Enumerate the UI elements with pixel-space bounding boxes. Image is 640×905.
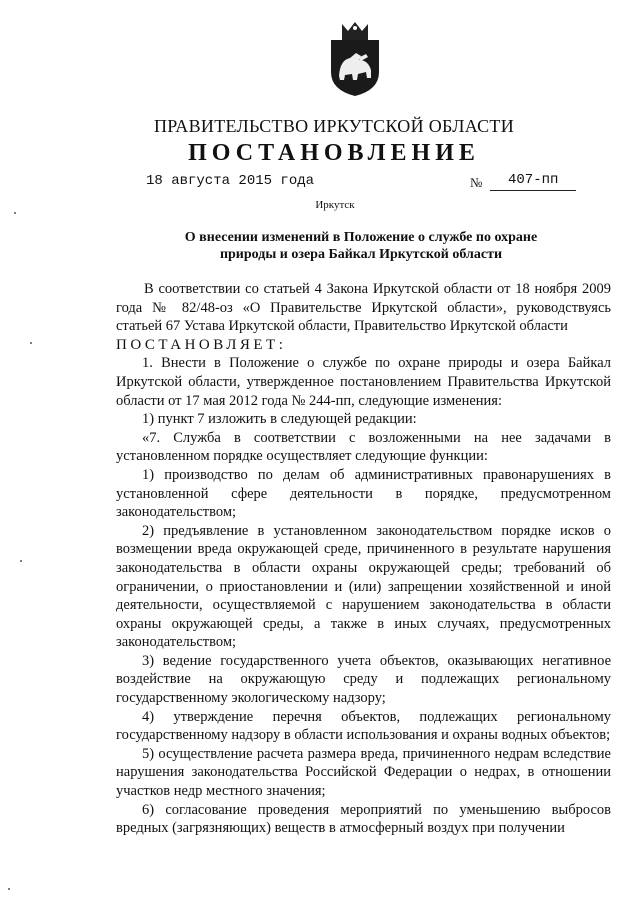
item-1-paragraph: 1. Внести в Положение о службе по охране природы и озера Байкал Иркутской области, утвержденное постановлением Правительства Иркутской области от 17 мая 2012 года № 244-пп, следующие изменения: <box>116 355 611 409</box>
scan-mark <box>30 342 32 344</box>
document-city: Иркутск <box>315 199 355 211</box>
function-1-paragraph: 1) производство по делам об административных правонарушениях в установленной сфере деятельности в порядке, предусмотренном законодательством; <box>116 466 611 521</box>
coat-of-arms-icon <box>328 20 382 98</box>
scan-mark <box>8 888 10 890</box>
document-body <box>116 280 611 838</box>
function-6-paragraph: 6) согласование проведения мероприятий по уменьшению выбросов вредных (загрязняющих) веществ в атмосферный воздух при получении <box>116 801 611 837</box>
document-number: 407-пп <box>508 172 559 188</box>
scan-mark <box>20 560 22 562</box>
preamble-paragraph: В соответствии со статьей 4 Закона Иркутской области от 18 ноября 2009 года № 82/48-оз «О Правительстве Иркутской области», руководствуясь статьей 67 Устава Иркутской области, Правительство Иркутской области <box>116 281 611 335</box>
number-label: № <box>470 175 483 190</box>
function-3-paragraph: 3) ведение государственного учета объектов, оказывающих негативное воздействие на окружающую среду и подлежащих региональному государственному экологическому надзору; <box>116 652 611 707</box>
document-heading <box>116 229 606 263</box>
point-7-paragraph: «7. Служба в соответствии с возложенными на нее задачами в установленном порядке осуществляет следующие функции: <box>116 429 611 465</box>
government-name: ПРАВИТЕЛЬСТВО ИРКУТСКОЙ ОБЛАСТИ <box>153 116 515 136</box>
item-1-1-paragraph: 1) пункт 7 изложить в следующей редакции: <box>142 411 417 428</box>
heading-line-1: О внесении изменений в Положение о службе по охране <box>184 230 538 245</box>
heading-line-2: природы и озера Байкал Иркутской области <box>219 247 503 262</box>
scan-mark <box>14 212 16 214</box>
document-type: ПОСТАНОВЛЕНИЕ <box>188 140 480 166</box>
number-underline <box>490 190 576 191</box>
function-4-paragraph: 4) утверждение перечня объектов, подлежащих региональному государственному надзору в области использования и охраны водных объектов; <box>116 708 611 744</box>
resolve-heading: ПОСТАНОВЛЯЕТ: <box>116 336 287 353</box>
document-date: 18 августа 2015 года <box>146 173 315 189</box>
function-2-paragraph: 2) предъявление в установленном законодательством порядке исков о возмещении вреда окружающей среде, причиненного в результате нарушения законодательства в области охраны окружающей среды; требований об ограничении, о приостановлении и (или) запрещении хозяйственной и иной деятельности, осуществляемой с нарушением законодательства в области охраны окружающей среды, а также в иных случаях, предусмотренных законодательством; <box>116 522 611 651</box>
function-5-paragraph: 5) осуществление расчета размера вреда, причиненного недрам вследствие нарушения законодательства Российской Федерации о недрах, в отношении участков недр местного значения; <box>116 745 611 800</box>
